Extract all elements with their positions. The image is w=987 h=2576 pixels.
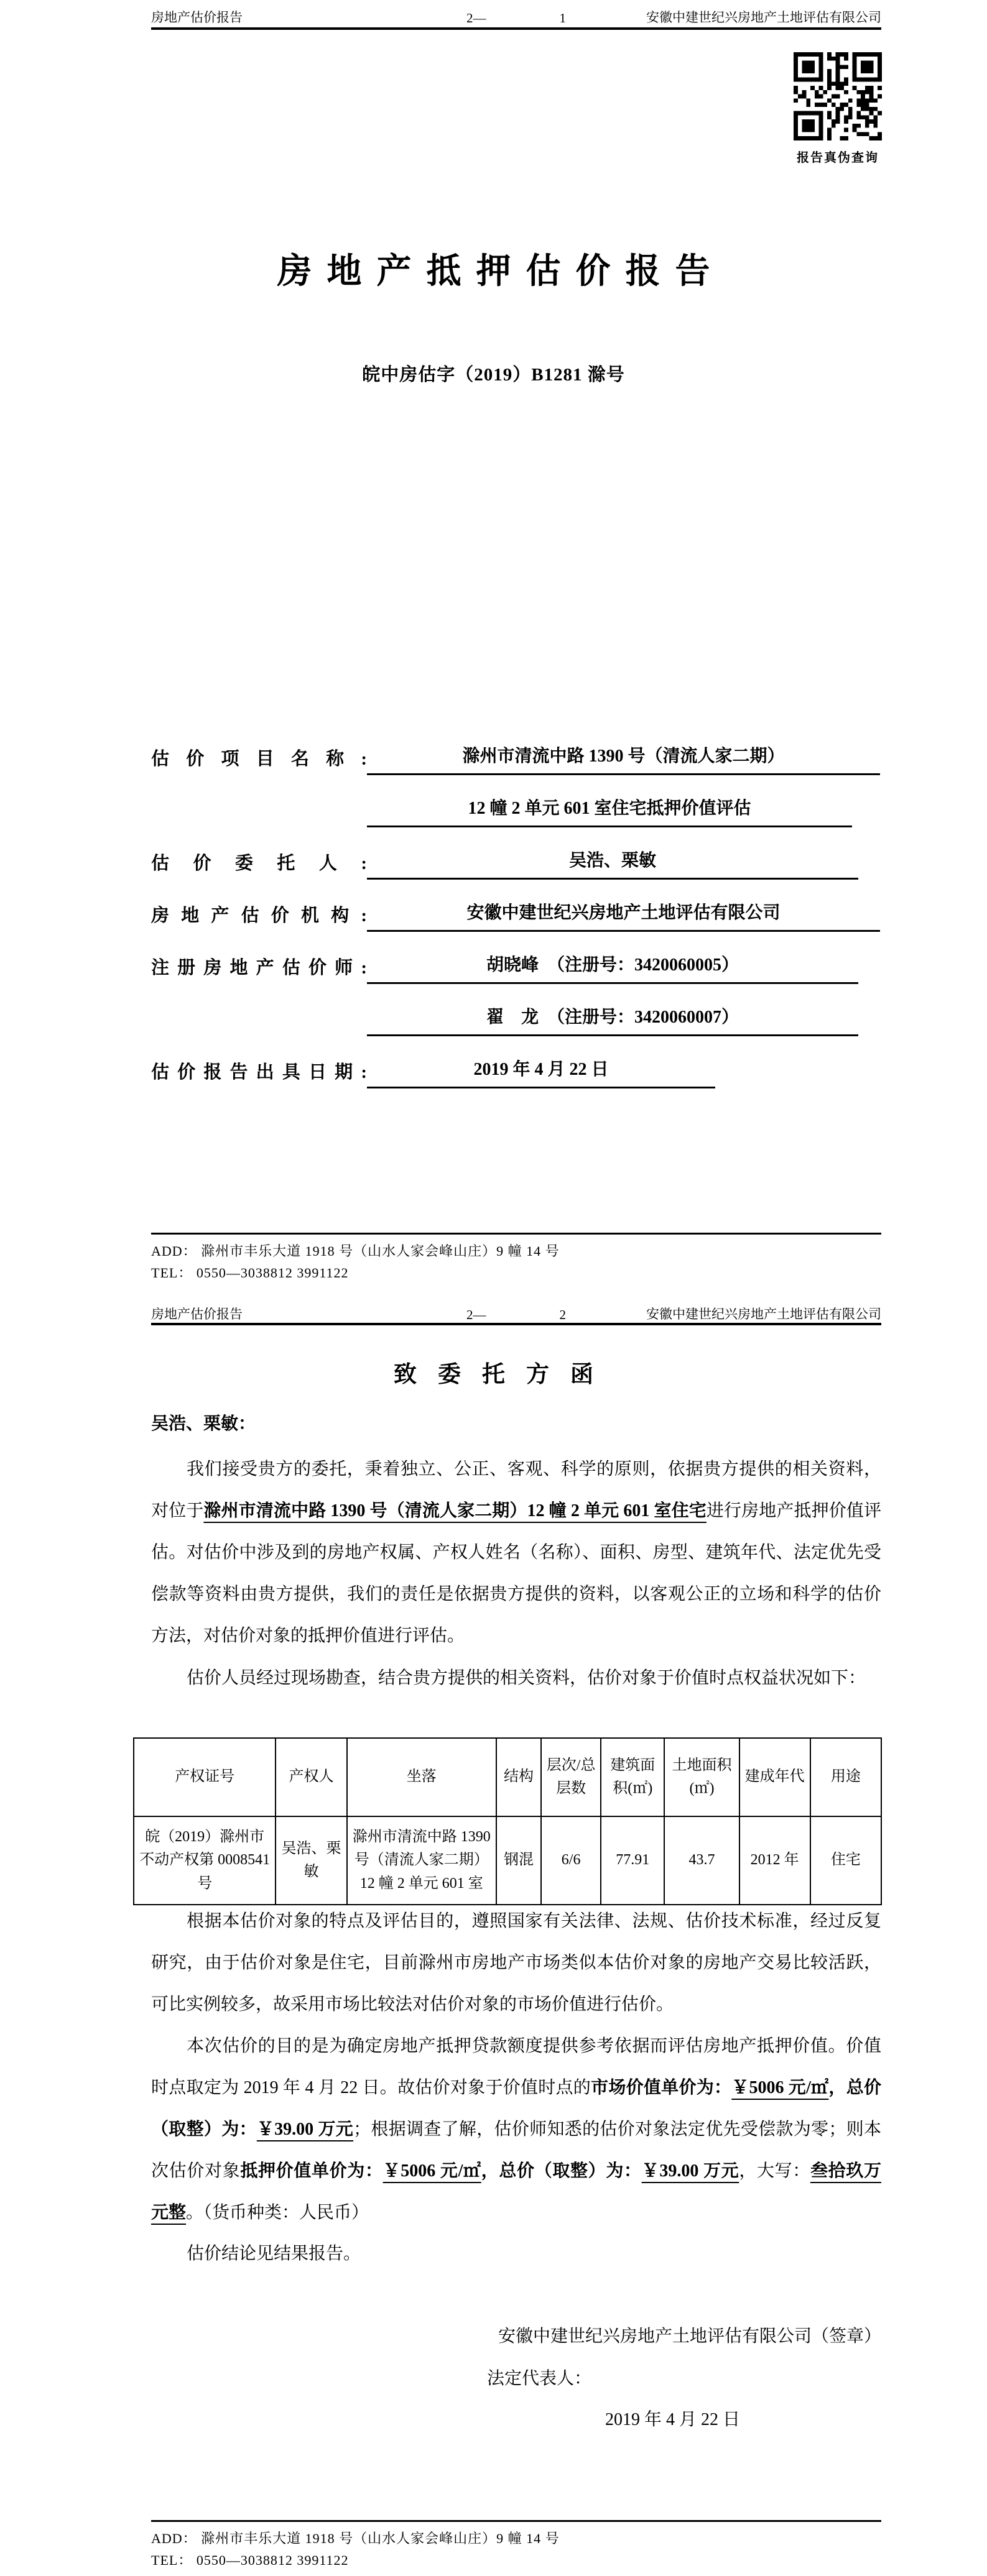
field-issue-date <box>151 1036 881 1088</box>
footer-phone: TEL： 0550—3038812 3991122 <box>151 1265 349 1281</box>
field-value: 吴浩、栗敏 <box>367 847 858 880</box>
footer-rule <box>151 2520 881 2522</box>
field-label: 房地产估价机构: <box>151 906 367 926</box>
col-floor: 层次/总层数 <box>541 1738 601 1816</box>
col-land-area: 土地面积(㎡) <box>664 1738 739 1816</box>
qr-code-image <box>794 52 882 140</box>
col-year-built: 建成年代 <box>739 1738 810 1816</box>
field-value: 12 幢 2 单元 601 室住宅抵押价值评估 <box>367 794 852 827</box>
table-header-row <box>134 1738 881 1816</box>
report-verification-qr <box>794 52 882 165</box>
header-doc-type: 房地产估价报告 <box>151 10 243 25</box>
field-value: 2019 年 4 月 22 日 <box>367 1056 715 1088</box>
field-label <box>151 1031 367 1036</box>
col-cert-no: 产权证号 <box>134 1738 276 1816</box>
table-row <box>134 1816 881 1905</box>
letter-heading: 致委托方函 <box>394 1362 614 1387</box>
field-project-name <box>151 723 881 775</box>
header-page-group: 2— <box>466 1307 486 1322</box>
cell-structure: 钢混 <box>496 1816 541 1905</box>
page1-header <box>151 5 881 26</box>
col-use: 用途 <box>810 1738 881 1816</box>
field-label: 估价报告出具日期: <box>151 1062 367 1082</box>
header-page-indicator <box>466 11 566 26</box>
field-label <box>151 822 367 827</box>
footer-address: ADD： 滁州市丰乐大道 1918 号（山水人家会峰山庄）9 幢 14 号 <box>151 2531 560 2546</box>
cell-owner: 吴浩、栗敏 <box>276 1816 346 1905</box>
cell-land-area: 43.7 <box>664 1816 739 1905</box>
col-floor-area: 建筑面积(㎡) <box>601 1738 664 1816</box>
field-appraiser-2 <box>151 984 881 1036</box>
field-value: 翟 龙 （注册号：3420060007） <box>367 1003 858 1036</box>
header-page-group: 2— <box>466 11 486 25</box>
signature-legal-rep: 法定代表人： <box>487 2369 592 2388</box>
footer-phone: TEL： 0550—3038812 3991122 <box>151 2552 349 2568</box>
header-rule <box>151 27 881 30</box>
letter-paragraph-1: 我们接受贵方的委托，秉着独立、公正、客观、科学的原则，依据贵方提供的相关资料，对位于滁州市清流中路 1390 号（清流人家二期）12 幢 2 单元 601 室住宅进行房地产抵押价值评估。对估价中涉及到的房地产权属、产权人姓名（名称）、面积、房型、建筑年代、法定优先受偿款等资料由贵方提供，我们的责任是依据贵方提供的资料，以客观公正的立场和科学的估价方法，对估价对象的抵押价值进行评估。 <box>151 1460 881 1645</box>
field-label: 估价委托人: <box>151 853 367 873</box>
page2-header <box>151 1302 881 1323</box>
report-title: 房地产抵押估价报告 <box>277 252 725 291</box>
field-client <box>151 827 881 880</box>
qr-caption: 报告真伪查询 <box>797 151 879 165</box>
report-number: 皖中房估字（2019）B1281 滁号 <box>362 365 625 385</box>
field-value: 胡晓峰 （注册号：3420060005） <box>367 951 858 984</box>
field-agency <box>151 880 881 932</box>
header-page-number: 1 <box>559 11 566 25</box>
cell-floor-area: 77.91 <box>601 1816 664 1905</box>
cell-cert-no: 皖（2019）滁州市不动产权第 0008541 号 <box>134 1816 276 1905</box>
header-doc-type: 房地产估价报告 <box>151 1307 243 1322</box>
header-page-indicator <box>466 1307 566 1323</box>
header-company-name: 安徽中建世纪兴房地产土地评估有限公司 <box>646 1307 881 1322</box>
footer-address: ADD： 滁州市丰乐大道 1918 号（山水人家会峰山庄）9 幢 14 号 <box>151 1243 560 1259</box>
field-project-name-cont <box>151 775 881 827</box>
letter-paragraph-2: 估价人员经过现场勘查，结合贵方提供的相关资料，估价对象于价值时点权益状况如下： <box>187 1668 866 1688</box>
field-value: 安徽中建世纪兴房地产土地评估有限公司 <box>367 899 880 932</box>
col-owner: 产权人 <box>276 1738 346 1816</box>
cover-fields <box>151 723 881 1088</box>
cell-use: 住宅 <box>810 1816 881 1905</box>
header-rule <box>151 1323 881 1325</box>
letter-salutation: 吴浩、栗敏： <box>151 1414 256 1433</box>
field-label: 注册房地产估价师: <box>151 958 367 978</box>
footer-rule <box>151 1233 881 1235</box>
header-company-name: 安徽中建世纪兴房地产土地评估有限公司 <box>646 10 881 25</box>
cell-location: 滁州市清流中路 1390 号（清流人家二期）12 幢 2 单元 601 室 <box>347 1816 496 1905</box>
field-value: 滁州市清流中路 1390 号（清流人家二期） <box>367 742 880 775</box>
col-structure: 结构 <box>496 1738 541 1816</box>
header-page-number: 2 <box>559 1307 566 1322</box>
cell-year-built: 2012 年 <box>739 1816 810 1905</box>
letter-paragraph-5: 估价结论见结果报告。 <box>187 2244 361 2263</box>
property-rights-table <box>133 1737 882 1905</box>
signature-date: 2019 年 4 月 22 日 <box>605 2410 741 2429</box>
cell-floor: 6/6 <box>541 1816 601 1905</box>
letter-paragraph-3: 根据本估价对象的特点及评估目的，遵照国家有关法律、法规、估价技术标准，经过反复研究，由于估价对象是住宅，目前滁州市房地产市场类似本估价对象的房地产交易比较活跃，可比实例较多，故采用市场比较法对估价对象的市场价值进行估价。 <box>151 1911 881 2014</box>
col-location: 坐落 <box>347 1738 496 1816</box>
signature-company: 安徽中建世纪兴房地产土地评估有限公司（签章） <box>498 2327 881 2346</box>
letter-paragraph-4: 本次估价的目的是为确定房地产抵押贷款额度提供参考依据而评估房地产抵押价值。价值时点取定为 2019 年 4 月 22 日。故估价对象于价值时点的市场价值单价为：￥5006 元/㎡，总价（取整）为：￥39.00 万元；根据调查了解，估价师知悉的估价对象法定优先受偿款为零；则本次估价对象抵押价值单价为：￥5006 元/㎡，总价（取整）为：￥39.00 万元，大写：叁拾玖万元整。（货币种类：人民币） <box>151 2036 881 2222</box>
field-label: 估价项目名称: <box>151 749 367 769</box>
field-appraiser-1 <box>151 932 881 984</box>
